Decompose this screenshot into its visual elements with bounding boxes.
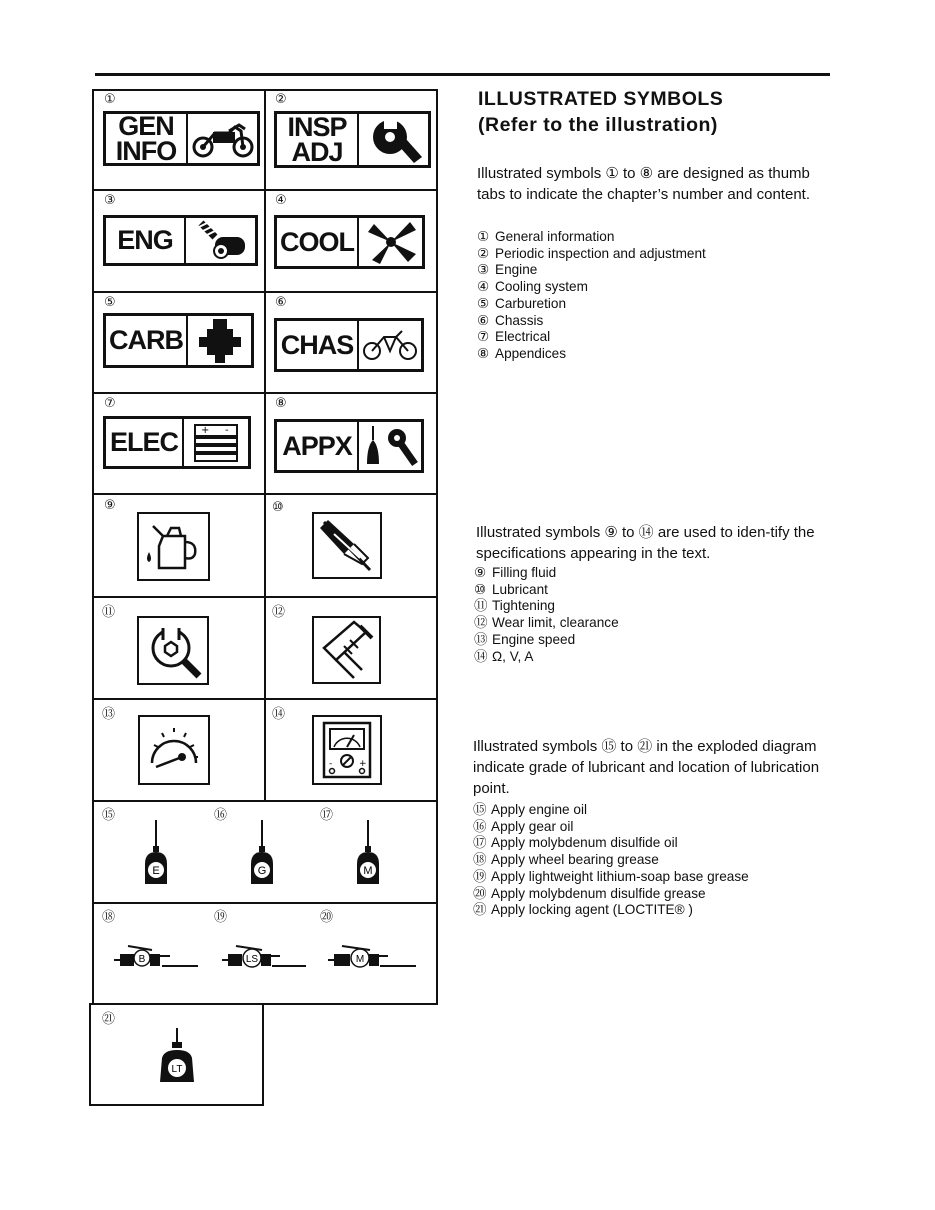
bearing-grease-letter: B: [138, 954, 146, 965]
lubricant-icon: [312, 512, 382, 579]
meter-plus: +: [359, 759, 367, 769]
cell-number: ⑬: [102, 707, 116, 722]
piston-icon: [191, 219, 251, 263]
specifications-list: [474, 565, 619, 665]
cell-number: ⑲: [214, 910, 228, 925]
top-rule: [95, 73, 830, 76]
list-item: ⑫ Wear limit, clearance: [474, 615, 619, 631]
heading-line2: (Refer to the illustration): [478, 114, 718, 136]
gear-oil-icon: [246, 818, 278, 888]
engine-oil-icon: [140, 818, 172, 888]
cell-number: ⑰: [320, 808, 334, 823]
thumb-tabs-paragraph: Illustrated symbols ① to ⑧ are designed as thumb tabs to indicate the chapter’s number and content.: [477, 165, 810, 203]
cell-number: ⑫: [272, 605, 286, 620]
list-item: ⑱ Apply wheel bearing grease: [473, 852, 659, 868]
list-item: ② Periodic inspection and adjustment: [477, 245, 706, 261]
tab-insp-adj: [274, 111, 431, 168]
list-item: ⑳ Apply molybdenum disulfide grease: [473, 885, 706, 901]
list-item: ⑥ Chassis: [477, 312, 544, 328]
moly-grease-icon: [326, 940, 418, 970]
tab-gen-info: [103, 111, 260, 166]
caliper-icon: [312, 616, 381, 684]
lubrication-list: [473, 802, 749, 919]
cell-number: ⑭: [272, 707, 286, 722]
moly-oil-letter: M: [363, 865, 373, 877]
moly-oil-icon: [352, 818, 384, 888]
moly-grease-letter: M: [355, 954, 365, 965]
list-item: ⑦ Electrical: [477, 329, 551, 345]
lithium-grease-icon: [220, 940, 310, 970]
tab-carb: [103, 313, 254, 368]
carburetor-icon: [195, 317, 245, 365]
list-item: ⑨ Filling fluid: [474, 565, 557, 580]
engine-oil-letter: E: [152, 865, 160, 877]
bearing-grease-icon: [112, 940, 202, 970]
tachometer-icon: [138, 715, 210, 785]
cell-number: ⑦: [104, 396, 116, 411]
cell-number: ⑳: [320, 910, 334, 925]
tab-gen-line1: GEN: [118, 111, 174, 141]
tab-carb-label: CARB: [106, 316, 188, 365]
tab-chas-label: CHAS: [277, 321, 359, 369]
list-item: ③ Engine: [477, 262, 538, 278]
tab-gen-info-label: [106, 111, 188, 166]
multimeter-icon: [312, 715, 382, 785]
tightening-icon: [137, 616, 209, 685]
tab-eng: [103, 215, 258, 266]
tab-gen-line2: INFO: [115, 135, 177, 166]
list-item: ㉑ Apply locking agent (LOCTITE® ): [473, 902, 693, 918]
tab-elec-label: ELEC: [106, 419, 184, 466]
tab-chas: [274, 318, 424, 372]
tab-insp-adj-label: [277, 111, 359, 167]
list-item: ⑧ Appendices: [477, 345, 567, 361]
thumb-tabs-list: [477, 229, 706, 363]
cell-number: ㉑: [102, 1012, 116, 1027]
motorcycle-icon: [189, 119, 257, 159]
list-item: ⑪ Tightening: [474, 598, 555, 614]
cell-number: ⑨: [104, 498, 116, 513]
tab-cool: [274, 215, 425, 269]
cell-number: ⑤: [104, 295, 116, 310]
battery-icon: [191, 421, 241, 465]
list-item: ⑭ Ω, V, A: [474, 648, 534, 664]
tab-eng-label: ENG: [106, 218, 186, 263]
tools-icon: [359, 422, 421, 470]
section-heading: [478, 86, 723, 138]
cell-number: ⑪: [102, 605, 116, 620]
tab-elec: [103, 416, 251, 469]
locking-agent-letter: LT: [171, 1064, 183, 1075]
list-item: ⑮ Apply engine oil: [473, 802, 587, 817]
fan-icon: [364, 218, 418, 266]
cell-number: ⑩: [272, 500, 284, 515]
locking-agent-icon: [156, 1026, 198, 1086]
list-item: ⑰ Apply molybdenum disulfide oil: [473, 835, 678, 851]
tab-insp-line1: INSP: [287, 111, 347, 142]
lubrication-paragraph: Illustrated symbols ⑮ to ㉑ in the exploded diagram indicate grade of lubricant and location of lubrication point.: [473, 738, 820, 797]
tab-appx: [274, 419, 424, 473]
list-item: ⑯ Apply gear oil: [473, 818, 574, 834]
battery-minus: -: [225, 424, 229, 436]
list-item: ⑲ Apply lightweight lithium-soap base grease: [473, 868, 749, 884]
cell-number: ⑮: [102, 808, 116, 823]
cell-number: ⑱: [102, 910, 116, 925]
chassis-frame-icon: [360, 327, 420, 363]
lithium-grease-letter: LS: [245, 954, 259, 965]
cell-number: ⑧: [275, 396, 287, 411]
meter-minus: -: [329, 759, 333, 769]
cell-number: ⑯: [214, 808, 228, 823]
cell-number: ⑥: [275, 295, 287, 310]
tab-cool-label: COOL: [277, 218, 359, 266]
wrench-icon: [364, 115, 424, 165]
list-item: ⑬ Engine speed: [474, 631, 576, 647]
cell-number: ③: [104, 193, 116, 208]
tab-appx-label: APPX: [277, 422, 359, 470]
gear-oil-letter: G: [257, 865, 267, 877]
list-item: ① General information: [477, 229, 615, 244]
specifications-paragraph: Illustrated symbols ⑨ to ⑭ are used to iden-tify the specifications appearing in the text.: [476, 524, 815, 562]
battery-plus: +: [201, 424, 210, 436]
tab-insp-line2: ADJ: [291, 136, 343, 167]
list-item: ⑩ Lubricant: [474, 581, 548, 597]
cell-number: ④: [275, 193, 287, 208]
list-item: ⑤ Carburetion: [477, 295, 567, 311]
cell-number: ②: [275, 92, 287, 107]
cell-number: ①: [104, 92, 116, 107]
heading-line1: ILLUSTRATED SYMBOLS: [478, 88, 724, 110]
list-item: ④ Cooling system: [477, 279, 588, 295]
filling-fluid-icon: [137, 512, 210, 581]
